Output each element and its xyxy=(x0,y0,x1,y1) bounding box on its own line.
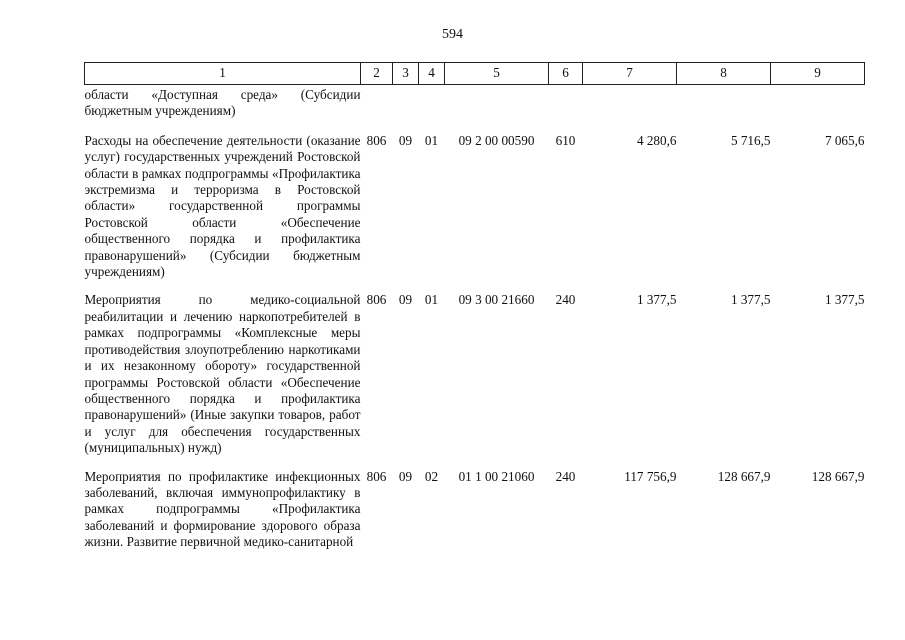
row-ministry: 806 xyxy=(366,132,387,148)
header-cell-2: 2 xyxy=(361,63,393,85)
budget-table xyxy=(84,62,865,559)
table-row xyxy=(85,129,865,289)
header-cell-3: 3 xyxy=(393,63,419,85)
row-amount-2: 5 716,5 xyxy=(730,132,771,148)
row-amount-1: 1 377,5 xyxy=(636,292,677,308)
row-expense-type: 240 xyxy=(555,468,576,484)
table-row xyxy=(85,465,865,559)
header-cell-9: 9 xyxy=(771,63,865,85)
row-expense-type: 610 xyxy=(555,132,576,148)
row-amount-1: 117 756,9 xyxy=(624,468,677,484)
header-row xyxy=(85,63,865,85)
row-expense-type: 240 xyxy=(555,292,576,308)
row-subsection: 02 xyxy=(424,468,439,484)
row-amount-2: 128 667,9 xyxy=(717,468,771,484)
row-description: Мероприятия по профилактике инфекционных заболеваний, включая иммунопрофилактику в рамках подпрограммы «Профилактика заболеваний и формирование здорового образа жизни. Развитие первичной медико-санитарной xyxy=(84,468,361,550)
row-ministry: 806 xyxy=(366,468,387,484)
row-target-article: 01 1 00 21060 xyxy=(458,468,535,484)
row-amount-3: 128 667,9 xyxy=(811,468,865,484)
header-cell-5: 5 xyxy=(445,63,549,85)
page-number: 594 xyxy=(442,27,463,42)
row-target-article: 09 3 00 21660 xyxy=(458,292,535,308)
row-description: Расходы на обеспечение деятельности (оказание услуг) государственных учреждений Ростовской области в рамках подпрограммы «Профилактика экстремизма и терроризма в Ростовской области» государственной программы Ростовской области «Обеспечение общественного порядка и профилактика правонарушений» (Субсидии бюджетным учреждениям) xyxy=(84,132,361,280)
row-target-article: 09 2 00 00590 xyxy=(458,132,535,148)
row-amount-2: 1 377,5 xyxy=(730,292,771,308)
row-ministry: 806 xyxy=(366,292,387,308)
row-amount-1: 4 280,6 xyxy=(636,132,677,148)
header-cell-4: 4 xyxy=(419,63,445,85)
header-cell-8: 8 xyxy=(677,63,771,85)
row-subsection: 01 xyxy=(424,132,439,148)
continued-description: области «Доступная среда» (Субсидии бюджетным учреждениям) xyxy=(84,87,361,119)
header-cell-7: 7 xyxy=(583,63,677,85)
row-section: 09 xyxy=(398,292,413,308)
row-subsection: 01 xyxy=(424,292,439,308)
table-row-continued xyxy=(85,85,865,129)
row-amount-3: 7 065,6 xyxy=(824,132,865,148)
header-cell-1: 1 xyxy=(85,63,361,85)
header-cell-6: 6 xyxy=(549,63,583,85)
row-description: Мероприятия по медико-социальной реабилитации и лечению наркопотребителей в рамках подпрограммы «Комплексные меры противодействия злоупотреблению наркотиками и их незаконному обороту» государственной программы Ростовской области «Обеспечение общественного порядка и профилактика правонарушений» (Иные закупки товаров, работ и услуг для обеспечения государственных (муниципальных) нужд) xyxy=(84,292,361,456)
row-amount-3: 1 377,5 xyxy=(824,292,865,308)
row-section: 09 xyxy=(398,468,413,484)
table-row xyxy=(85,288,865,464)
row-section: 09 xyxy=(398,132,413,148)
